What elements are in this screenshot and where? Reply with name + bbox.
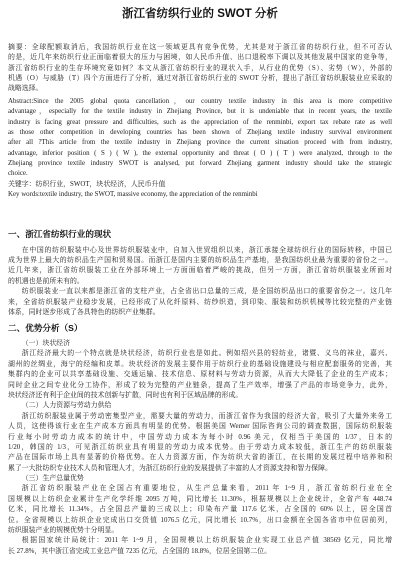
paragraph xyxy=(8,349,392,401)
abstract-line: 机遇（O）与威胁（T）四个方面进行了分析，通过对浙江省纺织行业的 SWOT 分析，提出了浙江省纺织服装业应采取的 xyxy=(8,74,392,82)
subsection-heading: （三）生产总量优势 xyxy=(21,475,84,483)
text-line: 纺织服装业一直以来都是浙江省的支柱产业，占全省出口总量的三成，是全国纺织品出口的重要省份之一。这几年 xyxy=(21,288,392,296)
keywords xyxy=(8,180,392,201)
text-line: 长 27.8%，其中浙江省完成工业总产值 7235 亿元，占全国的 18.8%，位居全国第二位。 xyxy=(8,547,271,555)
text-line: 产品在国际市场上具有显著的价格优势。在人力资源方面，作为纺织大省的浙江，在长期的发展过程中培养和积 xyxy=(8,454,392,462)
text-line: 纺织服装产业的规模优势十分明显。 xyxy=(8,527,119,535)
abstract-line: Abstract:Since the 2005 global quota cancellation，our country textile industry in this area is more competitive xyxy=(8,97,392,105)
abstract-chinese xyxy=(8,43,392,95)
text-line: 亿米，同比增长 11.34%，占全国总产量的三成以上；印染布产量 117.6 亿米，占全国的 60% 以上，居全国首 xyxy=(8,506,392,514)
abstract-line: choice. xyxy=(8,170,28,178)
text-line: 湖州的丝绸业，海宁的经编和皮革。块状经济的发展主要作用于纺织行业的基础设施建设与相应配套服务的完善，其 xyxy=(8,360,392,368)
text-line: 近几年来，浙江省纺织服装工业在外部环境上一方面面临着严峻的挑战，但另一方面，浙江省纺织服装业所面对 xyxy=(8,267,392,275)
section-heading: 一、浙江省纺织行业的现状 xyxy=(8,228,112,239)
paragraph xyxy=(8,287,392,318)
text-line: 国规模以上纺织企业累计生产化学纤维 2095 万吨，同比增长 11.30%，根据规模以上企业统计，全省产布 448.74 xyxy=(8,495,392,503)
paragraph xyxy=(8,536,392,557)
abstract-line: advantage, inferior position ( S ) ( W ), the external opportunity and threat ( O ) ( T ) were analyzed, through to the xyxy=(8,149,392,157)
text-line: 成为世界上最大的纺织品生产国和贸易国。而浙江是国内主要的纺织品生产基地，是我国纺织业最为重要的省份之一。 xyxy=(8,257,392,265)
section-heading: 二、优势分析（S） xyxy=(8,323,83,334)
text-line: 人员，这使得该行业在生产成本方面具有明显的优势。根据美国 Werner 国际咨询公司的调查数据，国际纺织服装 xyxy=(8,423,392,431)
abstract-english xyxy=(8,97,392,180)
keywords-chinese: 关键字：纺织行业，SWOT，块状经济，人民币升值 xyxy=(8,180,166,188)
text-line: 浙江纺织服装业属于劳动密集型产业，需要大量的劳动力，而浙江省作为我国的经济大省，吸引了大量外来务工 xyxy=(21,412,392,420)
text-line: 1/20，韩国的 1/3，可见浙江纺织业具有明显的劳动力成本优势。由于劳动力成本较低，浙江生产的纺织服装 xyxy=(8,443,392,451)
text-line: 体系，同时逐步形成了各具特色的纺织产业集群。 xyxy=(8,309,160,316)
text-line: 集群内的企业可以共享基础设施、交通运输、技术信息、原材料与劳动力资源，从而大大降低了企业的生产成本； xyxy=(8,371,392,379)
subsection-heading: （一）块状经济 xyxy=(21,339,71,347)
abstract-line: 的是，近几年来纺织行业正面临着很大的压力与困境，如人民币升值、出口退税率下调以及其他发展中国家的竞争等， xyxy=(8,54,392,62)
text-line: 的机遇也是前所未有的。 xyxy=(8,277,84,285)
abstract-line: Zhejiang province textile industry SWOT is analysed, put forward Zhejiang garment industry should take the strategic xyxy=(8,160,392,168)
abstract-line: advantage，especially for the textile industry in Zhejiang Province, but it is undeniable that in recent years, the textile xyxy=(8,108,392,116)
abstract-line: 浙江省纺织行业的生存环境究竟如何？本文从浙江省纺织行业的现状入手，从行业的优势（S）、劣势（W），外部的 xyxy=(8,64,392,72)
abstract-line: as those other competition in developing countries has been shown of Zhejiang textile industry survival environment xyxy=(8,128,392,136)
abstract-line: industry is facing great pressure and difficulties, such as the appreciation of the renminbi, export tax rebate rate as well xyxy=(8,118,392,126)
paragraph xyxy=(8,246,392,288)
text-line: 累了一大批纺织专业技术人员和管理人才，为浙江纺织行业的发展提供了丰富的人才资源支持和智力保障。 xyxy=(8,464,332,472)
text-line: 位。全省规模以上纺织企业完成出口交货值 1076.5 亿元，同比增长 10.7%，出口金额在全国各省市中位居前列， xyxy=(8,516,392,524)
subsection-heading: （二）人力资源与劳动力供给 xyxy=(21,402,112,410)
abstract-line: 战略选择。 xyxy=(8,85,43,93)
text-line: 块状经济还有利于企业间的技术创新与扩散，同时也有利于区域品牌的形成。 xyxy=(8,391,243,399)
paper-title: 浙江省纺织行业的 SWOT 分析 xyxy=(122,8,278,20)
text-line: 浙江省纺织服装产业在全国占有重要地位，从生产总量来看，2011 年 1~9 月，浙江省纺织行业在全 xyxy=(21,485,392,493)
abstract-line: after all ?This article from the textile industry in Zhejiang province the current situation proceed with from industry, xyxy=(8,139,392,147)
text-line: 根据国家统计局统计：2011 年 1~9 月，全国规模以上纺织服装企业实现工业总产值 38569 亿元，同比增 xyxy=(21,537,392,545)
text-line: 在中国的纺织服装中心及世界纺织服装业中，自加入世贸组织以来，浙江承接全球纺织行业的国际转移，中国已 xyxy=(21,246,392,254)
paragraph xyxy=(8,484,392,536)
keywords-english: Key words:textile industry, the SWOT, massive economy, the appreciation of the renminbi xyxy=(8,191,258,199)
text-line: 浙江经济最大的一个特点就是块状经济，纺织行业也是如此。例如绍兴县的轻纺业，诸暨、义乌的袜业，嘉兴、 xyxy=(21,350,392,358)
text-line: 行业每小时劳动力成本的统计中，中国劳动力成本为每小时 0.96 美元，仅相当于美国的 1/37，日本的 xyxy=(8,433,392,441)
abstract-line: 摘要：全球配额取消后，我国纺织行业在这一领域更具有竞争优势，尤其是对于浙江省的纺织行业，但不可否认 xyxy=(8,43,392,51)
text-line: 来，全省纺织服装产业稳步发展，已经形成了从化纤原料、纺纱织造，到印染、服装和纺织机械等比较完整的产业链 xyxy=(8,298,392,306)
paragraph xyxy=(8,412,392,474)
text-line: 同时企业之间专业化分工协作，形成了较为完整的产业链条，提高了生产效率，增强了产品的市场竞争力，此外， xyxy=(8,381,392,389)
